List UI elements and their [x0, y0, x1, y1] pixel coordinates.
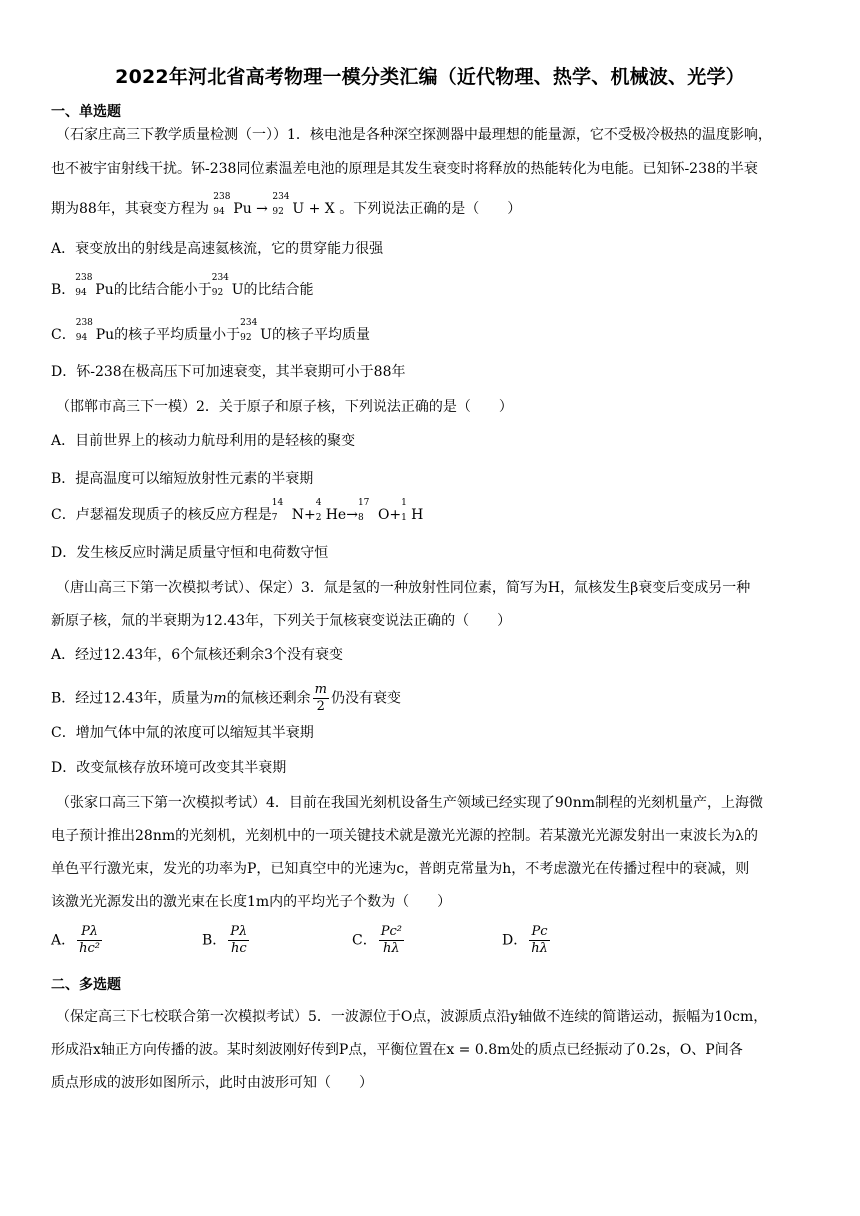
fraction-m-over-2: $\frac{m}{2}$	[314, 682, 327, 714]
q1-stem-line2: 也不被宇宙射线干扰。钚-238同位素温差电池的原理是其发生衰变时将释放的热能转化为电能。已知钚-238的半衰	[51, 161, 758, 177]
q3-option-b: B．经过12.43年，质量为m的氚核还剩余 $\frac{m}{2}$ 仍没有衰变	[51, 682, 401, 714]
nuclide-pu238: 238 94 Pu	[75, 318, 115, 343]
nuclide-u234: 234 92 U	[211, 273, 244, 298]
q5-stem-line3: 质点形成的波形如图所示，此时由波形可知（ ）	[51, 1075, 373, 1091]
q2-option-c: C．卢瑟福发现质子的核反应方程是 14 7 N+ 4 2 He→ 17 8 O+ 1 1 H	[51, 498, 424, 523]
page-title: 2022年河北省高考物理一模分类汇编（近代物理、热学、机械波、光学）	[115, 66, 745, 88]
q3-option-c: C．增加气体中氚的浓度可以缩短其半衰期	[51, 725, 314, 741]
q2-option-b: B．提高温度可以缩短放射性元素的半衰期	[51, 471, 314, 487]
q1-option-a: A．衰变放出的射线是高速氦核流，它的贯穿能力很强	[51, 241, 384, 257]
q3-option-d: D．改变氚核存放环境可改变其半衰期	[51, 760, 287, 776]
q1-stem-line1: （石家庄高三下教学质量检测（一））1．核电池是各种深空探测器中最理想的能量源，它不受极冷极热的温度影响，	[56, 127, 772, 143]
nuclide-n14: 14 7 N	[271, 498, 304, 523]
section-multiple-choice: 二、多选题	[51, 977, 121, 993]
q4-stem-line1: （张家口高三下第一次模拟考试）4．目前在我国光刻机设备生产领域已经实现了90nm制程的光刻机量产，上海微	[56, 795, 764, 811]
q1-stem-line3	[51, 192, 811, 219]
q1-option-c: C． 238 94 Pu的核子平均质量小于 234 92 U的核子平均质量	[51, 318, 370, 343]
q5-stem-line1: （保定高三下七校联合第一次模拟考试）5．一波源位于O点，波源质点沿y轴做不连续的简谐运动，振幅为10cm，	[56, 1009, 768, 1025]
q4-stem-line4: 该激光光源发出的激光束在长度1m内的平均光子个数为（ ）	[51, 894, 452, 910]
q4-option-d: D． $\frac{Pc}{h\lambda}$	[502, 924, 548, 956]
nuclide-u234: 234 92 U	[272, 192, 305, 217]
nuclide-o17: 17 8 O	[357, 498, 390, 523]
q4-option-a: A． $\frac{P\lambda}{\text{hc²}}$	[51, 924, 100, 956]
q2-option-a: A．目前世界上的核动力航母利用的是轻核的聚变	[51, 433, 356, 449]
q4-option-b: B． $\frac{P\lambda}{hc}$	[202, 924, 248, 956]
nuclide-he4: 4 2 He	[315, 498, 347, 523]
q1-line3-post: 。下列说法正确的是（ ）	[339, 201, 522, 217]
q2-stem: （邯郸市高三下一模）2．关于原子和原子核，下列说法正确的是（ ）	[56, 399, 513, 415]
q1-option-d: D．钚-238在极高压下可加速衰变，其半衰期可小于88年	[51, 364, 406, 380]
q4-stem-line2: 电子预计推出28nm的光刻机，光刻机中的一项关键技术就是激光光源的控制。若某激光光源发射出一束波长为λ的	[51, 828, 758, 844]
nuclide-pu238: 238 94 Pu	[75, 273, 114, 298]
plus-x: + X	[308, 201, 335, 217]
nuclide-u234: 234 92 U	[240, 318, 272, 343]
nuclide-h1: 1 1 H	[401, 498, 424, 523]
q1-line3-pre: 期为88年，其衰变方程为	[51, 201, 209, 217]
q3-stem-line1: （唐山高三下第一次模拟考试）、保定）3．氚是氢的一种放射性同位素，简写为H，氚核发生β衰变后变成另一种	[56, 580, 751, 596]
q5-stem-line2: 形成沿x轴正方向传播的波。某时刻波刚好传到P点，平衡位置在x = 0.8m处的质点已经振动了0.2s，O、P间各	[51, 1042, 743, 1058]
q1-option-b: B． 238 94 Pu的比结合能小于 234 92 U的比结合能	[51, 273, 314, 298]
q2-option-d: D．发生核反应时满足质量守恒和电荷数守恒	[51, 545, 329, 561]
q3-stem-line2: 新原子核，氚的半衰期为12.43年，下列关于氚核衰变说法正确的（ ）	[51, 613, 512, 629]
q4-stem-line3: 单色平行激光束，发光的功率为P，已知真空中的光速为c，普朗克常量为h，不考虑激光在传播过程中的衰减，则	[51, 861, 750, 877]
nuclide-pu238: 238 94 Pu	[213, 192, 252, 217]
section-single-choice: 一、单选题	[51, 104, 121, 120]
reaction-arrow: →	[256, 201, 268, 217]
q3-option-a: A．经过12.43年，6个氚核还剩余3个没有衰变	[51, 647, 344, 663]
q4-option-c: C． $\frac{\text{Pc²}}{h\lambda}$	[352, 924, 402, 956]
